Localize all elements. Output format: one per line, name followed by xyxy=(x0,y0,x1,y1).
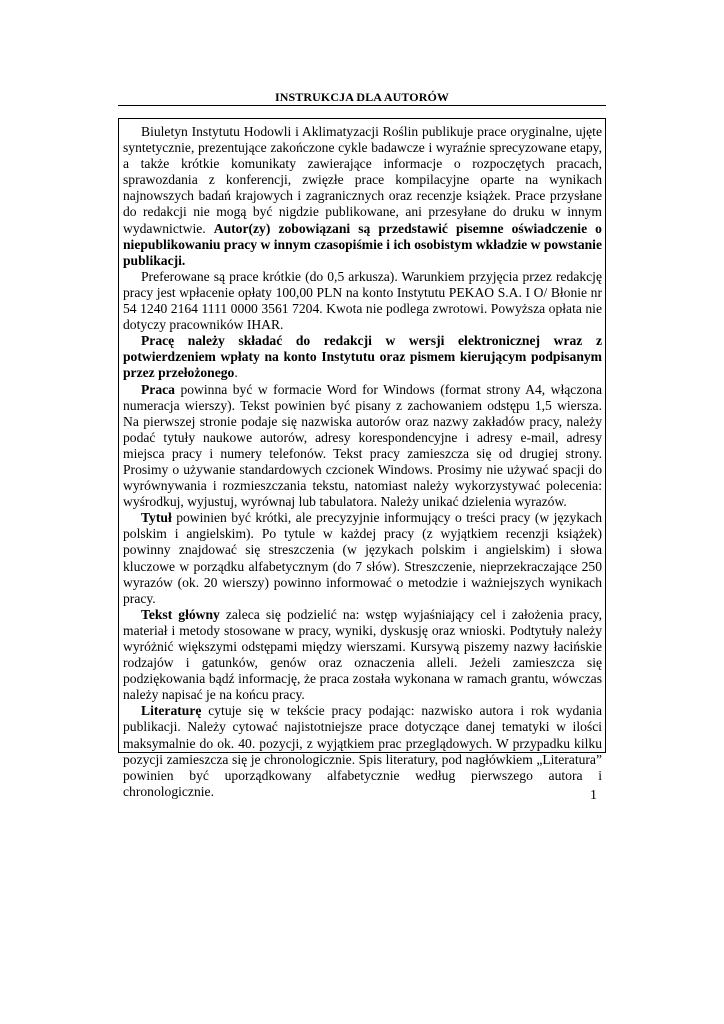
header-divider xyxy=(118,105,606,106)
paragraph-format xyxy=(123,382,602,511)
fees-text: Preferowane są prace krótkie (do 0,5 arkusza). Warunkiem przyjęcia przez redakcję pracy jest wpłacenie opłaty 100,00 PLN na konto Instytutu PEKAO S.A. I O/ Błonie nr 54 1240 2164 1111 0000 3561 7204. Kwota nie podlega zwrotowi. Powyższa opłata nie dotyczy pracowników IHAR. xyxy=(123,268,602,333)
paragraph-submission xyxy=(123,333,602,381)
page-title: INSTRUKCJA DLA AUTORÓW xyxy=(274,90,449,104)
submission-bold: Pracę należy składać do redakcji w wersji elektronicznej wraz z potwierdzeniem wpłaty na konto Instytutu oraz pismem kierującym podpisanym przez przełożonego xyxy=(123,333,602,381)
paragraph-main-text xyxy=(123,607,602,704)
format-text: powinna być w formacie Word for Windows (format strony A4, włączona numeracja wierszy). Tekst powinien być pisany z zachowaniem odstępu 1,5 wiersza. Na pierwszej stronie podaje się nazwiska autorów oraz nazwy zakładów pracy, należy podać tytuły naukowe autorów, adresy korespondencyjne i adresy e-mail, adresy miejsca pracy i numery telefonów. Tekst pracy zamieszcza się od drugiej strony. Prosimy o używanie standardowych czcionek Windows. Prosimy nie używać spacji do wyrównywania i rozmieszczania tekstu, natomiast należy wykorzystywać polecenia: wyśrodkuj, wyjustuj, wyrównaj lub tabulatora. Należy unikać dzielenia wyrazów. xyxy=(123,381,602,510)
intro-text: Biuletyn Instytutu Hodowli i Aklimatyzacji Roślin publikuje prace oryginalne, ujęte syntetycznie, prezentujące zakończone cykle badawcze i wyraźnie sprecyzowane etapy, a także krótkie komunikaty zawierające informacje o rozpoczętych pracach, sprawozdania z konferencji, zwięzłe prace kompilacyjne oparte na wynikach najnowszych badań krajowych i zagranicznych oraz recenzje książek. Prace przysłane do redakcji nie mogą być nigdzie publikowane, ani przesyłane do druku w innym wydawnictwie. xyxy=(123,124,602,236)
title-text: powinien być krótki, ale precyzyjnie informujący o treści pracy (w językach polskim i angielskim). Po tytule w każdej pracy (z wyjątkiem recenzji książek) powinny znajdować się streszczenia (w językach polskim i angielskim) i słowa kluczowe w porządku alfabetycznym (do 7 słów). Streszczenie, nieprzekraczające 250 wyrazów (ok. 20 wierszy) powinno informować o metodzie i ważniejszych wynikach pracy. xyxy=(123,510,602,606)
paragraph-title xyxy=(123,510,602,607)
paragraph-fees xyxy=(123,269,602,333)
intro-declaration-bold: Autor(zy) zobowiązani są przedstawić pisemne oświadczenie o niepublikowaniu pracy w innym czasopiśmie i ich osobistym wkładzie w powstanie publikacji. xyxy=(123,220,602,268)
title-lead: Tytuł xyxy=(141,510,172,526)
paragraph-intro xyxy=(123,124,602,269)
paragraph-literature xyxy=(123,703,602,800)
submission-period: . xyxy=(234,365,238,381)
page-number: 1 xyxy=(590,788,597,803)
instructions-box xyxy=(118,118,606,799)
main-text-lead: Tekst główny xyxy=(141,606,220,622)
literature-text: cytuje się w tekście pracy podając: nazwisko autora i rok wydania publikacji. Należy cytować najistotniejsze prace dotyczące danej tematyki w ilości maksymalnie do ok. 40. pozycji, z wyjątkiem prac przeglądowych. W przypadku kilku pozycji zamieszcza się je chronologicznie. Spis literatury, pod nagłówkiem „Literatura” powinien być uporządkowany alfabetycznie według pierwszego autora i chronologicznie. xyxy=(123,703,602,799)
main-text-body: zaleca się podzielić na: wstęp wyjaśniający cel i założenia pracy, materiał i metody stosowane w pracy, wyniki, dyskusję oraz wnioski. Podtytuły należy wyróżnić większymi odstępami między wierszami. Kursywą piszemy nazwy łacińskie rodzajów i gatunków, genów oraz oznaczenia alleli. Jeżeli zamieszcza się podziękowania bądź informację, że praca została wykonana w ramach grantu, wówczas należy napisać je na końcu pracy. xyxy=(123,606,602,703)
literature-lead: Literaturę xyxy=(141,703,202,719)
format-lead: Praca xyxy=(141,381,175,397)
